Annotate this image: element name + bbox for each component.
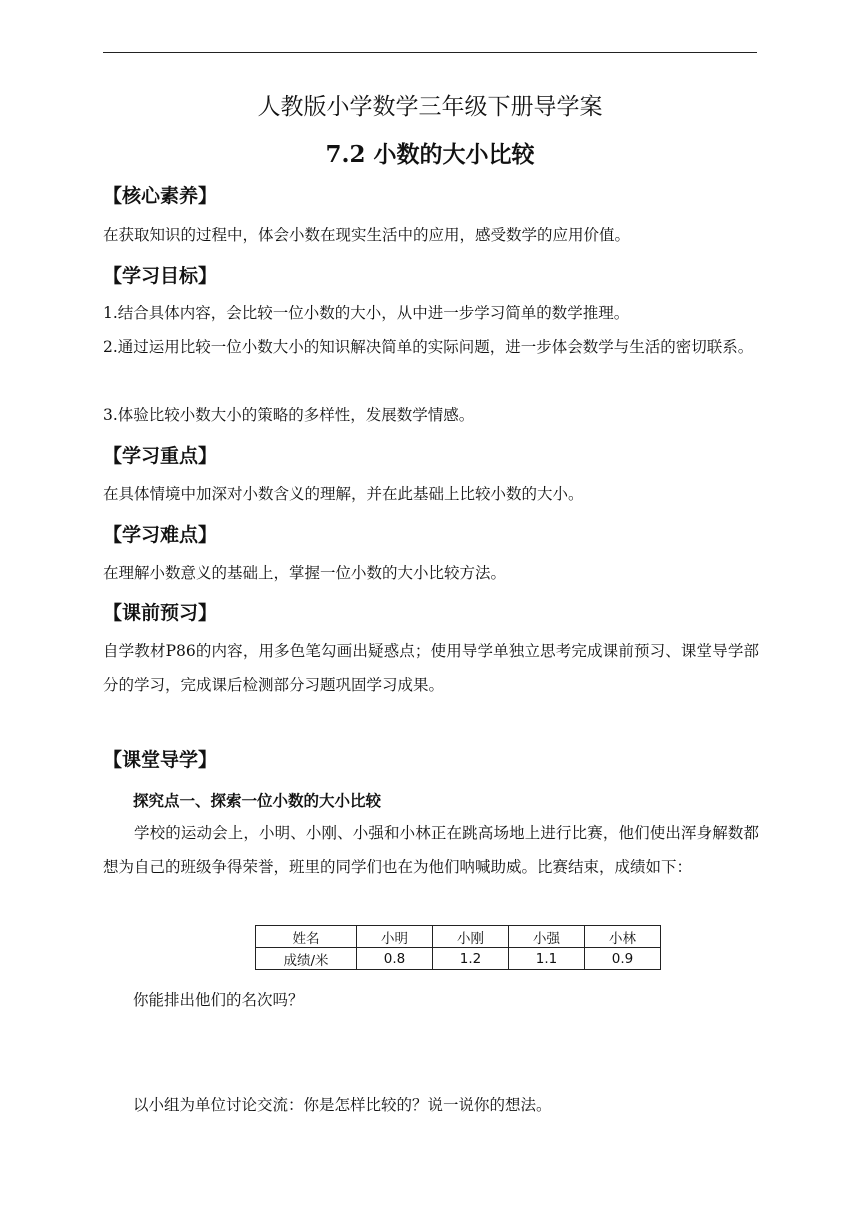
goal-item-1: 1.结合具体内容，会比较一位小数的大小，从中进一步学习简单的数学推理。 — [103, 304, 630, 322]
key-point-text: 在具体情境中加深对小数含义的理解，并在此基础上比较小数的大小。 — [103, 485, 584, 503]
table-cell: 成绩/米 — [256, 948, 357, 970]
heading-difficulty: 【学习难点】 — [103, 524, 218, 546]
table-cell: 小明 — [357, 926, 433, 948]
table-cell: 1.2 — [433, 948, 509, 970]
table-cell: 小刚 — [433, 926, 509, 948]
table-cell: 小林 — [585, 926, 661, 948]
table-cell: 姓名 — [256, 926, 357, 948]
table-cell: 0.8 — [357, 948, 433, 970]
table-cell: 小强 — [509, 926, 585, 948]
lesson-title: 7.2 小数的大小比较 — [325, 141, 535, 168]
heading-class-guide: 【课堂导学】 — [103, 749, 218, 771]
core-literacy-text: 在获取知识的过程中，体会小数在现实生活中的应用，感受数学的应用价值。 — [103, 226, 631, 244]
goal-item-2: 2.通过运用比较一位小数大小的知识解决简单的实际问题，进一步体会数学与生活的密切联系。 — [103, 338, 754, 356]
story-text: 学校的运动会上，小明、小刚、小强和小林正在跳高场地上进行比赛，他们使出浑身解数都想为自己的班级争得荣誉，班里的同学们也在为他们呐喊助威。比赛结束，成绩如下： — [103, 824, 759, 876]
preview-text: 自学教材P86的内容，用多色笔勾画出疑惑点；使用导学单独立思考完成课前预习、课堂导学部分的学习，完成课后检测部分习题巩固学习成果。 — [103, 642, 759, 694]
table-cell: 0.9 — [585, 948, 661, 970]
question-text: 你能排出他们的名次吗？ — [133, 991, 304, 1009]
goal-item-3: 3.体验比较小数大小的策略的多样性，发展数学情感。 — [103, 406, 475, 424]
header-rule — [103, 52, 757, 53]
heading-core-literacy: 【核心素养】 — [103, 185, 218, 207]
difficulty-text: 在理解小数意义的基础上，掌握一位小数的大小比较方法。 — [103, 564, 507, 582]
heading-learning-goals: 【学习目标】 — [103, 265, 218, 287]
heading-preview: 【课前预习】 — [103, 602, 218, 624]
table-header-row — [256, 926, 661, 948]
discussion-prompt: 以小组为单位讨论交流：你是怎样比较的？说一说你的想法。 — [133, 1096, 552, 1114]
document-title: 人教版小学数学三年级下册导学案 — [257, 94, 603, 120]
table-row — [256, 948, 661, 970]
table-cell: 1.1 — [509, 948, 585, 970]
score-table — [255, 925, 661, 970]
exploration-point-title: 探究点一、探索一位小数的大小比较 — [133, 792, 382, 810]
heading-key-point: 【学习重点】 — [103, 445, 218, 467]
